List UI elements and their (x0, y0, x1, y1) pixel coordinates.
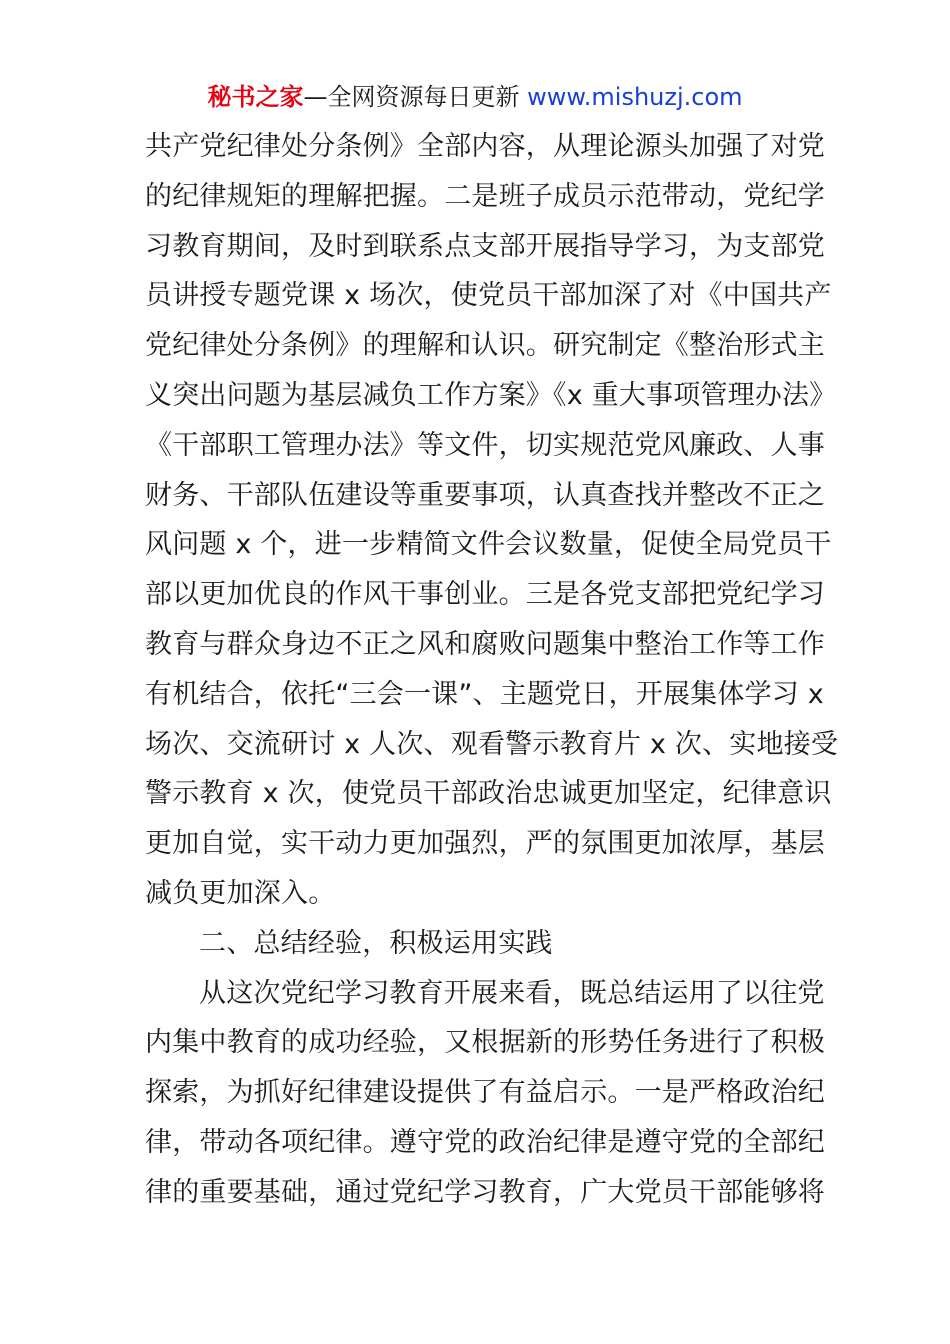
text-line: 习教育期间，及时到联系点支部开展指导学习，为支部党 (145, 230, 825, 262)
paragraph-1 (145, 122, 839, 919)
site-url-link[interactable]: www.mishuzj.com (527, 83, 743, 111)
text-line: 《干部职工管理办法》等文件，切实规范党风廉政、人事 (145, 429, 825, 461)
text-line: 财务、干部队伍建设等重要事项，认真查找并整改不正之 (145, 479, 825, 511)
text-line: 减负更加深入。 (145, 877, 336, 909)
text-line: 党纪律处分条例》的理解和认识。研究制定《整治形式主 (145, 330, 825, 362)
section-heading: 二、总结经验，积极运用实践 (199, 927, 553, 959)
header-slogan: —全网资源每日更新 (303, 83, 520, 111)
text-line: 场次、交流研讨 x 人次、观看警示教育片 x 次、实地接受 (145, 728, 839, 760)
text-line: 从这次党纪学习教育开展来看，既总结运用了以往党 (199, 977, 825, 1009)
text-line: 风问题 x 个，进一步精简文件会议数量，促使全局党员干 (145, 529, 832, 561)
text-line: 警示教育 x 次，使党员干部政治忠诚更加坚定，纪律意识 (145, 778, 832, 810)
text-line: 律的重要基础，通过党纪学习教育，广大党员干部能够将 (145, 1176, 825, 1208)
text-line: 共产党纪律处分条例》全部内容，从理论源头加强了对党 (145, 131, 825, 162)
text-line: 的纪律规矩的理解把握。二是班子成员示范带动，党纪学 (145, 180, 825, 212)
text-line: 更加自觉，实干动力更加强烈，严的氛围更加浓厚，基层 (145, 828, 825, 860)
document-body (145, 122, 839, 1218)
text-line: 律，带动各项纪律。遵守党的政治纪律是遵守党的全部纪 (145, 1126, 825, 1158)
text-line: 义突出问题为基层减负工作方案》《x 重大事项管理办法》 (145, 379, 837, 411)
text-line: 探索，为抓好纪律建设提供了有益启示。一是严格政治纪 (145, 1077, 825, 1109)
text-line: 有机结合，依托“三会一课”、主题党日，开展集体学习 x (145, 678, 824, 710)
text-line: 部以更加优良的作风干事创业。三是各党支部把党纪学习 (145, 579, 825, 611)
text-line: 内集中教育的成功经验，又根据新的形势任务进行了积极 (145, 1027, 825, 1059)
paragraph-2 (145, 969, 825, 1218)
text-line: 教育与群众身边不正之风和腐败问题集中整治工作等工作 (145, 628, 825, 660)
text-line: 员讲授专题党课 x 场次，使党员干部加深了对《中国共产 (145, 280, 832, 312)
brand-name: 秘书之家 (207, 83, 304, 111)
page-header (0, 80, 950, 114)
